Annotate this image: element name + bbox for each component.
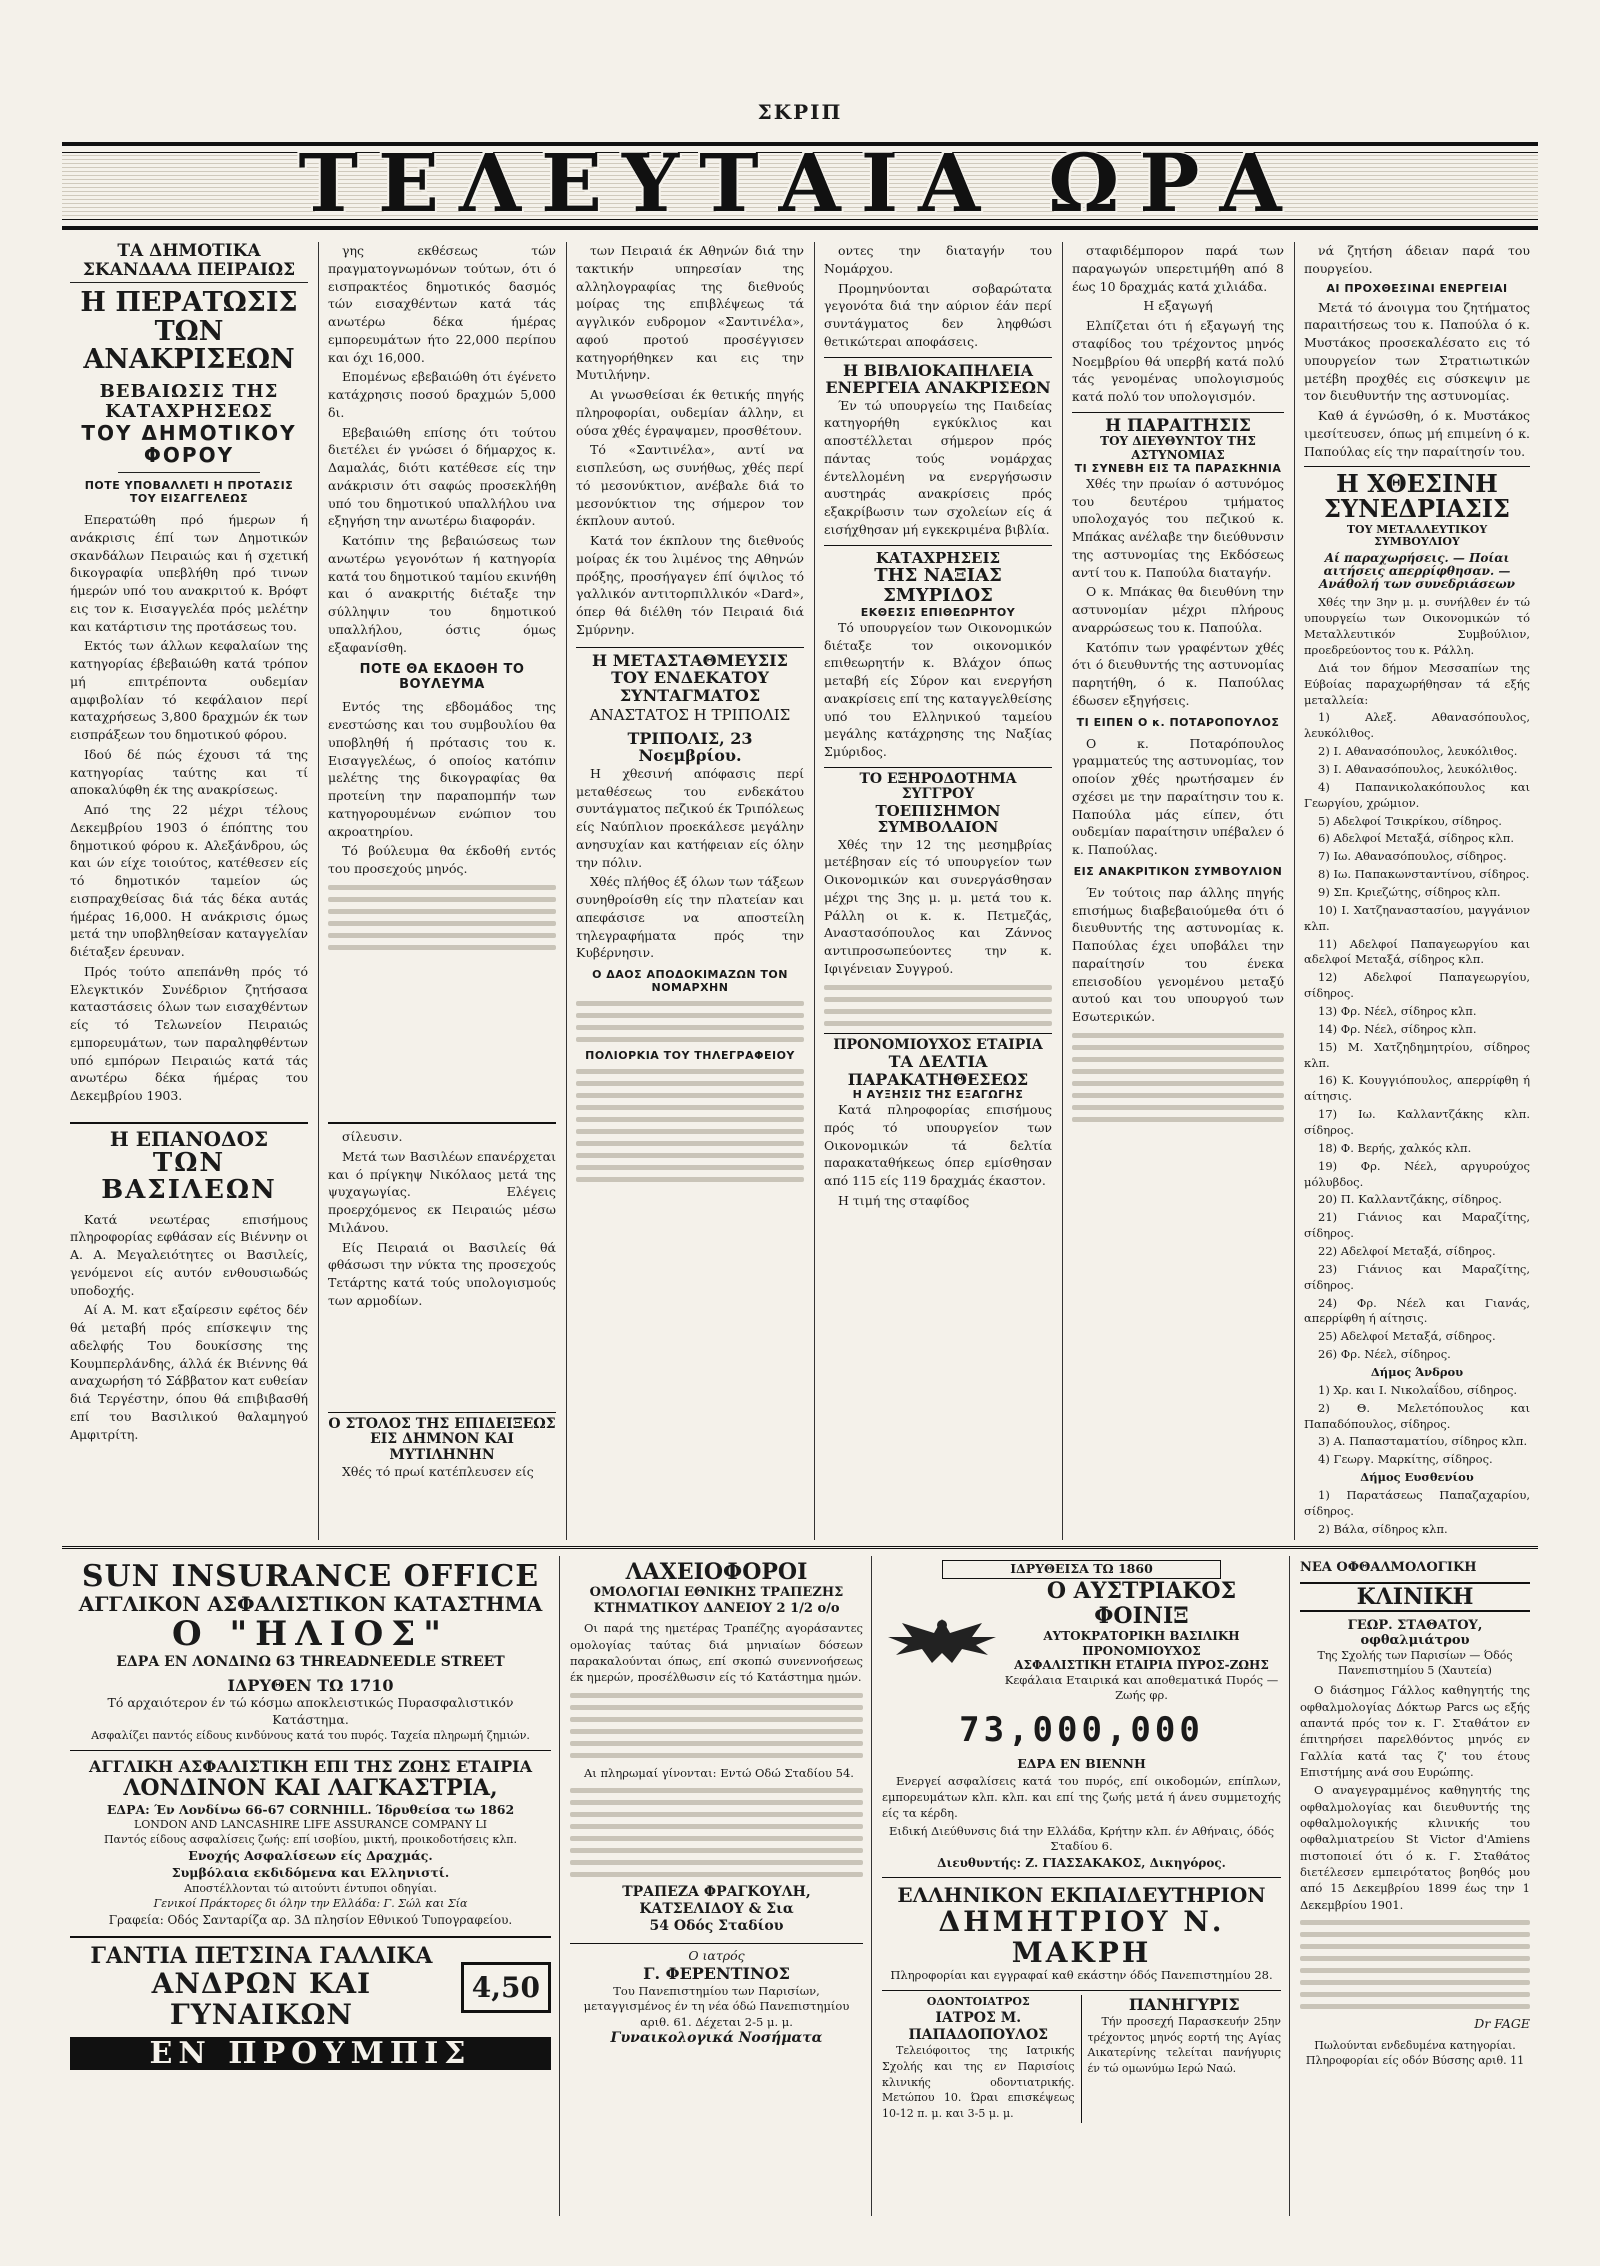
ad-austrian-phoenix bbox=[874, 1556, 1290, 2216]
column-1-headline: Η ΠΕΡΑΤΩΣΙΣ ΤΩΝ ΑΝΑΚΡΙΣΕΩΝ bbox=[80, 287, 298, 376]
paragraph: Έν τούτοις παρ άλλης πηγής επισήμως διαβεβαιούμεθα ότι ό διευθυντής της αστυνομίας κ. Παπούλας έχει υποβάλει την παραίτησίν του ένεκα επεισοδίου γενομένου μεταξύ αυτού και του υπουργού των Εσωτερικών. bbox=[1072, 884, 1284, 1025]
paragraph: νά ζητήση άδειαν παρά του πουργείου. bbox=[1304, 243, 1530, 276]
column-6-body-2 bbox=[1304, 595, 1530, 1537]
paragraph: 2) Ι. Αθανασόπουλος, λευκόλιθος. bbox=[1318, 744, 1518, 759]
column-5 bbox=[1064, 242, 1292, 1540]
ad-doctor: ΓΕΩΡ. ΣΤΑΘΑΤΟΥ, οφθαλμιάτρου bbox=[1347, 1617, 1483, 1649]
paragraph: 5) Αδελφοί Τσικρίκου, σίδηρος. bbox=[1318, 813, 1502, 828]
ad-header bbox=[882, 1579, 1281, 1704]
column-1-body bbox=[70, 511, 308, 1105]
column-6 bbox=[1296, 242, 1538, 1540]
paragraph: Κατά πληροφορίας επισήμους πρός τό υπουργείον των Οικονομικών τά δελτία παρακαταθήκεως όπερ εμίσθησαν από 115 είς 119 δραχμάς έκαστον. bbox=[824, 1102, 1052, 1189]
section-headline: Η ΕΠΑΝΟΔΟΣ bbox=[109, 1127, 269, 1151]
section-body bbox=[70, 1211, 308, 1444]
paragraph: Καθ ά έγνώσθη, ό κ. Μυστάκος ιμεσίτευσεν, όπως μή επιμείνη ό κ. Παπούλας είς την παραίτησίν του. bbox=[1304, 408, 1530, 459]
paragraph: των Πειραιά έκ Αθηνών διά την τακτικήν υπηρεσίαν της αλληλογραφίας της διεθνούς μοίρας της επιβλέψεως τά αγγλικόν ευδρομον «Σαντινέλα», αφού προτού προσέγγισεν κατηγορήθηκεν και εις την Μυτιλήνην. bbox=[576, 243, 804, 383]
paragraph: Είς Πειραιά οι Βασιλείς θά φθάσωσι την νύκτα της προσεχούς Τετάρτης κατά τούς υπολογισμούς των αρμοδίων. bbox=[328, 1239, 556, 1308]
ad-line: Ενοχής Ασφαλίσεων είς Δραχμάς. bbox=[188, 1848, 433, 1864]
ad-title: ΚΛΙΝΙΚΗ bbox=[1300, 1582, 1530, 1612]
paragraph: 19) Φρ. Νέελ, αργυρούχος μόλυβδος. bbox=[1304, 1158, 1530, 1189]
text-filler bbox=[1072, 1033, 1284, 1122]
ads-separator bbox=[62, 1546, 1538, 1549]
ad-capital: 73,000,000 bbox=[959, 1709, 1204, 1750]
ad-bank-address: 54 Οδός Σταδίου bbox=[649, 1917, 784, 1934]
ad-line: Αποστέλλονται τώ αιτούντι έντυποι οδηγίαι. bbox=[184, 1881, 437, 1895]
paragraph: Ο κ. Μπάκας θα διευθύνη την αστυνομίαν μέχρι πλήρους αναρρώσεως του κ. Παπούλα. bbox=[1072, 584, 1284, 635]
paragraph: Επομένως εβεβαιώθη ότι έγένετο κατάχρησις ποσού δραχμών 5,000 δι. bbox=[328, 369, 556, 420]
paragraph: 23) Γιάνιος και Μαραζίτης, σίδηρος. bbox=[1304, 1261, 1530, 1292]
column-5-body-2 bbox=[1072, 735, 1284, 859]
paragraph: 2) Θ. Μελετόπουλος και Παπαδόπουλος, σίδηρος. bbox=[1304, 1400, 1530, 1431]
column-3-dateline: ΤΡΙΠΟΛΙΣ, 23 Νοεμβρίου. bbox=[627, 728, 753, 766]
column-6-body bbox=[1304, 242, 1530, 278]
ad-capital-label: Κεφάλαια Εταιρικά και αποθεματικά Πυρός — Ζωής φρ. bbox=[1004, 1672, 1279, 1703]
newspaper-name: ΣΚΡΙΠ bbox=[757, 100, 843, 124]
section-royal-return-cont bbox=[320, 1122, 564, 1312]
column-rule bbox=[1294, 242, 1295, 1540]
paragraph: Εντός της εβδομάδος της ενεστώσης και του συμβουλίου θα υποβληθή ή πρότασις του κ. Εισαγγελέως, ό οποίος κατόπιν μελέτης της δικογραφίας θα προτείνη την παραπομπήν των κατηγορουμένων ενώπιον του ακροατηρίου. bbox=[328, 699, 556, 839]
column-3-subhead-2: ΠΟΛΙΟΡΚΙΑ ΤΟΥ ΤΗΛΕΓΡΑΦΕΙΟΥ bbox=[585, 1049, 795, 1063]
paragraph: σταφιδέμπορον παρά των παραγωγών υπερετιμήθη από 8 έως 10 δραχμάς κατά χιλιάδα. bbox=[1072, 243, 1284, 294]
column-6-kicker-2: Αί παραχωρήσεις. — Ποίαι αιτήσεις απερρίφθησαν. — Ανάθολή των συνεδριάσεων bbox=[1319, 550, 1515, 592]
column-4-deck-2: ΤΗΣ ΝΑΞΙΑΣ ΣΜΥΡΙΔΟΣ bbox=[874, 565, 1002, 606]
column-3-body bbox=[576, 242, 804, 639]
paragraph: Χθές τό πρωί κατέπλευσεν είς bbox=[342, 1464, 534, 1480]
ad-lottery-bonds bbox=[562, 1556, 872, 2216]
paragraph: Κατόπιν των γραφέντων χθές ότι ό διευθυντής της αστυνομίας παρητήθη, ό κ. Παπούλας έδωσεν εξηγήσεις. bbox=[1072, 639, 1284, 708]
ad-subtitle: ΑΓΓΛΙΚΟΝ ΑΣΦΑΛΙΣΤΙΚΟΝ ΚΑΤΑΣΤΗΜΑ bbox=[78, 1592, 543, 1616]
ad-title: ΛΑΧΕΙΟΦΟΡΟΙ bbox=[625, 1559, 808, 1585]
ad-school-line: Πληροφορίαι και εγγραφαί καθ εκάστην όδός Πανεπιστημίου 28. bbox=[890, 1968, 1273, 1983]
column-3-headline: Η ΜΕΤΑΣΤΑΘΜΕΥΣΙΣ ΤΟΥ ΕΝΔΕΚΑΤΟΥ ΣΥΝΤΑΓΜΑΤΟΣ bbox=[592, 650, 788, 705]
ad-company-seat: ΕΔΡΑ: Έν Λονδίνω 66-67 CORNHILL. Ίδρυθείσα τω 1862 bbox=[106, 1801, 515, 1817]
paragraph: 9) Σπ. Κριεζώτης, σίδηρος κλπ. bbox=[1318, 884, 1501, 899]
paragraph: Κατά τον έκπλουν της διεθνούς μοίρας έκ του λιμένος της Αθηνών πρόξης, προσήγαγεν έπί όψιλος τό γαλλικόν αντιτορπιλλικόν «Dard», όπερ θά διέλθη τόν Πειραιά διά Σμύρνην. bbox=[576, 533, 804, 637]
paragraph: 3) Α. Παπασταματίου, σίδηρος κλπ. bbox=[1318, 1434, 1528, 1449]
paragraph: 1) Χρ. και Ι. Νικολαΐδου, σίδηρος. bbox=[1318, 1382, 1518, 1397]
section-deck: ΤΩΝ ΒΑΣΙΛΕΩΝ bbox=[101, 1148, 277, 1206]
text-filler bbox=[576, 1001, 804, 1042]
text-filler bbox=[824, 985, 1052, 1026]
column-4 bbox=[816, 242, 1060, 1540]
paragraph: 16) Κ. Κουγγιόπουλος, απερρίφθη ή αίτησις. bbox=[1304, 1073, 1530, 1104]
ad-representation: Ειδική Διεύθυνσις διά την Ελλάδα, Κρήτην κλπ. έν Αθήναις, όδός Σταδίου 6. bbox=[888, 1823, 1275, 1854]
paragraph: Από της 22 μέχρι τέλους Δεκεμβρίου 1903 ό έπόπτης του δημοτικού φόρου κ. Αλεξάνδρου, ώς και ών είχε τοιούτος, κατέθεσεν είς τό δημοτικόν ταμείον ώς εισπραχθείσας διά τάς δέκα αυτάς ήμέρας 16,000. Η ανάκρισις όμως μετά την υποβληθείσαν καταγγελίαν διέταξεν έρευναν. bbox=[70, 802, 308, 959]
paragraph: Μετά των Βασιλέων επανέρχεται και ό πρίγκηψ Νικόλαος μετά της ψυχαγωγίας. Ελέγεις προερχόμενος εκ Πειραιώς μέσω Μιλάνου. bbox=[328, 1148, 556, 1235]
paragraph: 3) Ι. Αθανασόπουλος, λευκόλιθος. bbox=[1318, 761, 1518, 776]
paragraph: Ο κ. Ποταρόπουλος γραμματεύς της αστυνομίας, τον οποίον χθές ηρωτήσαμεν έν σχέσει με την παραίτησιν του κ. Παπούλα μάς είπεν, ότι ουδεμίαν παραίτησιν υπέβαλεν ό κ. Παπούλας. bbox=[1072, 735, 1284, 858]
paragraph: οντες την διαταγήν του Νομάρχου. bbox=[824, 243, 1052, 276]
column-5-subhead-2: ΕΙΣ ΑΝΑΚΡΙΤΙΚΟΝ ΣΥΜΒΟΥΛΙΟΝ bbox=[1073, 864, 1283, 878]
paragraph: Δήμος Ευσθενίου bbox=[1360, 1470, 1474, 1485]
paragraph: Πρός τούτο απεπάνθη πρός τό Ελεγκτικόν Συνέδριον ζητήσασα καταστάσεις όλων των εισαχθέντων είς τό Τελωνείον Πειραιώς εμπορευμάτων, των παραληφθέντων υπό εμπόρων Πειραιώς κατά τάς ανωτέρω δέκα ήμέρας του Δεκεμβρίου 1903. bbox=[70, 963, 308, 1103]
ad-line: Ασφαλίζει παντός είδους κινδύνους κατά του πυρός. Ταχεία πληρωμή ζημιών. bbox=[91, 1729, 530, 1743]
column-3 bbox=[568, 242, 812, 1540]
column-1-deck: ΒΕΒΑΙΩΣΙΣ ΤΗΣ ΚΑΤΑΧΡΗΣΕΩΣ bbox=[99, 381, 279, 423]
paragraph: 6) Αδελφοί Μεταξά, σίδηρος κλπ. bbox=[1318, 831, 1514, 846]
ad-gloves bbox=[70, 1944, 551, 2031]
phoenix-emblem-icon bbox=[882, 1611, 1002, 1671]
column-5-subhead: ΤΙ ΕΙΠΕΝ Ο κ. ΠΟΤΑΡΟΠΟΥΛΟΣ bbox=[1076, 715, 1280, 729]
column-6-deck-2: ΤΟΥ ΜΕΤΑΛΛΕΥΤΙΚΟΥ ΣΥΜΒΟΥΛΙΟΥ bbox=[1346, 522, 1488, 548]
column-2-subhead: ΠΟΤΕ ΘΑ ΕΚΔΟΘΗ ΤΟ ΒΟΥΛΕΥΜΑ bbox=[359, 662, 525, 693]
advertisements bbox=[62, 1556, 1538, 2216]
ad-company: ΑΓΓΛΙΚΗ ΑΣΦΑΛΙΣΤΙΚΗ ΕΠΙ ΤΗΣ ΖΩΗΣ ΕΤΑΙΡΙΑ bbox=[88, 1757, 532, 1777]
ad-footer: Πωλούνται ενδεδυμένα κατηγορίαι. Πληροφορίαι είς οδόν Βύσσης αριθ. 11 bbox=[1305, 2038, 1525, 2067]
column-rule bbox=[1062, 242, 1063, 1540]
column-5-body-3 bbox=[1072, 884, 1284, 1026]
paragraph: Χθές την πρωίαν ό αστυνόμος του δευτέρου τμήματος υπολοχαγός του πεζικού κ. Μπάκας ανέλαβε την διεύθυνσιν της αστυνομίας της Εκδόσεως αντί του κ. Παπούλα διαταγήν. bbox=[1072, 475, 1284, 580]
ad-line: Τό αρχαιότερον έν τώ κόσμω αποκλειστικώς Πυρασφαλιστικόν Κατάστημα. bbox=[107, 1695, 514, 1728]
paragraph: σίλευσιν. bbox=[342, 1129, 403, 1144]
column-4-deck-3: ΤΟΕΠΙΣΗΜΟΝ ΣΥΜΒΟΛΑΙΟΝ bbox=[875, 801, 1001, 837]
ad-store: ΕΝ ΠΡΟΥΜΠΙΣ bbox=[70, 2037, 551, 2070]
paragraph: 12) Αδελφοί Παπαγεωργίου, σίδηρος. bbox=[1304, 970, 1530, 1001]
column-2-body bbox=[328, 242, 556, 656]
column-4-deck-4: ΤΑ ΔΕΛΤΙΑ ΠΑΡΑΚΑΤΗΘΕΣΕΩΣ bbox=[847, 1051, 1029, 1089]
column-4-body-1 bbox=[824, 397, 1052, 539]
ad-line: Παντός είδους ασφαλίσεις ζωής: επί ισοβίου, μικτή, προικοδοτήσεις κλπ. bbox=[103, 1833, 518, 1847]
paragraph: 15) Μ. Χατζηδημητρίου, σίδηρος κλπ. bbox=[1304, 1039, 1530, 1070]
text-filler bbox=[328, 885, 556, 950]
column-4-kicker-4: Η ΑΥΞΗΣΙΣ ΤΗΣ ΕΞΑΓΩΓΗΣ bbox=[852, 1088, 1024, 1102]
section-banner bbox=[62, 136, 1538, 230]
column-rule bbox=[566, 242, 567, 1540]
ad-pre: ΝΕΑ ΟΦΘΑΛΜΟΛΟΓΙΚΗ bbox=[1300, 1560, 1477, 1575]
column-4-deck-1: ΕΝΕΡΓΕΙΑ ΑΝΑΚΡΙΣΕΩΝ bbox=[825, 378, 1051, 398]
divider bbox=[118, 472, 261, 473]
column-3-subhead: Ο ΔΑΟΣ ΑΠΟΔΟΚΙΜΑΖΩΝ ΤΟΝ ΝΟΜΑΡΧΗΝ bbox=[592, 968, 788, 995]
paragraph: Τό βούλευμα θα έκδοθή εντός του προσεχούς μηνός. bbox=[328, 843, 556, 876]
paragraph: 4) Γεωργ. Μαρκίτης, σίδηρος. bbox=[1318, 1452, 1493, 1467]
paragraph: 1) Αλεξ. Αθανασόπουλος, λευκόλιθος. bbox=[1304, 710, 1530, 741]
paragraph: 14) Φρ. Νέελ, σίδηρος κλπ. bbox=[1318, 1021, 1477, 1036]
paragraph: Ο διάσημος Γάλλος καθηγητής της οφθαλμολογίας Δόκτωρ Parcs ως εξής απαντά πρός τον κ. Γ. Σταθάτον εν έπιτηρήσει παρελθόντος μηνός εν Γαλλία κατά τας ζ' του έτους Επιστήμης ανά σου Ευρώπης. bbox=[1300, 1683, 1530, 1780]
text-filler bbox=[1300, 1920, 1530, 2009]
ad-eye-clinic bbox=[1292, 1556, 1538, 2216]
column-rule bbox=[814, 242, 815, 1540]
paragraph: 13) Φρ. Νέελ, σίδηρος κλπ. bbox=[1318, 1004, 1477, 1018]
column-4-body-3 bbox=[824, 836, 1052, 978]
ad-dentist-body bbox=[882, 2043, 1075, 2121]
paragraph: Εκτός των άλλων κεφαλαίων της κατηγορίας έβεβαιώθη κατά τρόπον μή επιτρέποντα ουδεμίαν αμφιβολίαν τό κεφάλαιον περί καταχρήσεως 3,800 δραχμών έκ των εισπράξεων του δημοτικού φόρου. bbox=[70, 638, 308, 742]
paragraph: 25) Αδελφοί Μεταξά, σίδηρος. bbox=[1318, 1329, 1496, 1344]
column-1-kicker: ΠΟΤΕ ΥΠΟΒΑΛΛΕΤΙ Η ΠΡΟΤΑΣΙΣ ΤΟΥ ΕΙΣΑΓΓΕΛΕΩΣ bbox=[84, 479, 294, 505]
paragraph: Η εξαγωγή bbox=[1143, 298, 1213, 314]
column-4-kicker-2: ΕΚΘΕΣΙΣ ΕΠΙΘΕΩΡΗΤΟΥ bbox=[860, 605, 1016, 619]
ad-dentist-name: ΙΑΤΡΟΣ Μ. ΠΑΠΑΔΟΠΟΥΛΟΣ bbox=[908, 2009, 1049, 2043]
paragraph: Χθές πλήθος έξ όλων των τάξεων συνηθροίσθη είς την πλατείαν και απεφάσισε να αποστείλη τηλεγραφήματα πρός την Κυβέρνησιν. bbox=[576, 874, 804, 961]
column-1-deck-2: ΤΟΥ ΔΗΜΟΤΙΚΟΥ ΦΟΡΟΥ bbox=[81, 421, 297, 467]
ad-dentist-pre: ΟΔΟΝΤΟΙΑΤΡΟΣ bbox=[926, 1994, 1030, 2008]
column-2 bbox=[320, 242, 564, 1540]
paragraph: 21) Γιάνιος και Μαραζίτης, σίδηρος. bbox=[1304, 1210, 1530, 1241]
ad-line: Συμβόλαια εκδιδόμενα και Ελληνιστί. bbox=[171, 1864, 450, 1880]
paragraph: 22) Αδελφοί Μεταξά, σίδηρος. bbox=[1318, 1244, 1496, 1259]
paragraph: Ο αναγεγραμμένος καθηγητής της οφθαλμολογίας και διευθυντής της οφθαλμολογικής κλινικής του οφθαλμιατρείου St Victor d'Amiens πιστοποιεί ότι ό κ. Γ. Σταθάτος διετέλεσεν εμπειρότατος βοηθός μου από 15 Δεκεμβρίου 1899 έως την 1 Δεκεμβρίου 1901. bbox=[1300, 1783, 1530, 1912]
column-4-headline-2: ΚΑΤΑΧΡΗΣΕΙΣ bbox=[875, 548, 1001, 567]
ad-director: Διευθυντής: Ζ. ΓΙΑΣΣΑΚΑΚΟΣ, Δικηγόρος. bbox=[937, 1855, 1226, 1870]
column-1 bbox=[62, 242, 316, 1540]
column-4-headline-3: ΤΟ ΕΞΗΡΟΔΟΤΗΜΑ ΣΥΓΓΡΟΥ bbox=[859, 770, 1017, 803]
ad-subtitle: ΑΥΤΟΚΡΑΤΟΡΙΚΗ ΒΑΣΙΛΙΚΗ ΠΡΟΝΟΜΙΟΥΧΟΣ bbox=[1043, 1629, 1240, 1658]
banner-title: ΤΕΛΕΥΤΑΙΑ ΩΡΑ bbox=[298, 136, 1302, 230]
column-5-kicker-1: ΤΙ ΣΥΝΕΒΗ ΕΙΣ ΤΑ ΠΑΡΑΣΚΗΝΙΑ bbox=[1074, 461, 1282, 475]
paragraph: Δήμος Άνδρου bbox=[1370, 1365, 1464, 1380]
paragraph: Ελπίζεται ότι ή εξαγωγή της σταφίδος του τρέχοντος μηνός Νοεμβρίου θά υπερβή κατά πολύ τάς γενομένας υπολογισμούς κατά πολύ τον υπολογισμόν. bbox=[1072, 318, 1284, 404]
ad-body bbox=[1300, 1682, 1530, 1913]
paragraph: Ιδού δέ πώς έχουσι τά της κατηγορίας ταύτης και τί αποκαλύφθη έκ της ανακρίσεως. bbox=[70, 746, 308, 798]
paragraph: 2) Βάλα, σίδηρος κλπ. bbox=[1318, 1521, 1448, 1536]
ad-body-2 bbox=[570, 1765, 863, 1781]
paragraph: 7) Ιω. Αθανασόπουλος, σίδηρος. bbox=[1318, 849, 1507, 864]
paragraph: Τήν προσεχή Παρασκευήν 25ην τρέχοντος μηνός εορτή της Αγίας Αικατερίνης τελείται πανήγυρις έν τώ ομωνύμω Ιερώ Ναώ. bbox=[1087, 2015, 1281, 2075]
section-body bbox=[328, 1128, 556, 1310]
column-4-body-2 bbox=[824, 619, 1052, 761]
ad-seat: ΕΔΡΑ ΕΝ ΒΙΕΝΝΗ bbox=[1017, 1755, 1146, 1771]
ad-school: ΕΛΛΗΝΙΚΟΝ ΕΚΠΑΙΔΕΥΤΗΡΙΟΝ bbox=[897, 1882, 1266, 1907]
paragraph: Διά τον δήμον Μεσσαπίων της Εύβοίας παραχωρήθησαν τά εξής μεταλλεία: bbox=[1304, 660, 1530, 707]
column-6-body-1 bbox=[1304, 299, 1530, 461]
text-filler bbox=[570, 1693, 863, 1758]
ad-fair bbox=[1082, 1995, 1282, 2123]
column-5-body-1 bbox=[1072, 475, 1284, 710]
column-1-pre-headline: ΤΑ ΔΗΜΟΤΙΚΑ ΣΚΑΝΔΑΛΑ ΠΕΙΡΑΙΩΣ bbox=[70, 242, 308, 283]
ad-dentist bbox=[882, 1995, 1082, 2123]
ad-fair-body bbox=[1088, 2014, 1282, 2076]
ad-subtitle-2: ΑΣΦΑΛΙΣΤΙΚΗ ΕΤΑΙΡΙΑ ΠΥΡΟΣ-ΖΩΗΣ bbox=[1014, 1658, 1269, 1673]
column-5-headline-1: Η ΠΑΡΑΙΤΗΣΙΣ bbox=[1105, 415, 1251, 436]
ad-founded: ΙΔΡΥΘΕΙΣΑ ΤΩ 1860 bbox=[942, 1560, 1221, 1579]
paragraph: Ενεργεί ασφαλίσεις κατά του πυρός, επί οικοδομών, επίπλων, εμπορευμάτων κλπ. κλπ. και επί της ζωής μετά ή άνευ συμμετοχής είς τα κέρδη. bbox=[882, 1773, 1281, 1821]
paragraph: Τό υπουργείον των Οικονομικών διέταξε τον οικονομικόν επιθεωρητήν κ. Βλάχον όπως μεταβή είς Σύρον και ενεργήση ανακρίσεις επί της καταγγελθείσης υπό του Ελληνικού ταμείου μεγάλης κατάχρησης της Ναξίας Σμύριδος. bbox=[824, 619, 1052, 760]
section-headline: Ο ΣΤΟΛΟΣ ΤΗΣ ΕΠΙΔΕΙΞΕΩΣ bbox=[328, 1416, 556, 1432]
ad-sun-insurance bbox=[62, 1556, 560, 2216]
paragraph: 18) Φ. Βερής, χαλκός κλπ. bbox=[1318, 1140, 1472, 1155]
paragraph: Αί Α. Μ. κατ εξαίρεσιν εφέτος δέν θά μεταβή πρός επίσκεψιν της αδελφής Του δουκίσσης της Κουμπερλάνδης, άλλά έκ Βιέννης θά αναχωρήση τό Σάββατον κατ ευθείαν διά Τεργέστην, όπου θά επιβιβασθή επί του Βασιλικού θαλαμηγού Αμφιτρίτη. bbox=[70, 1302, 308, 1442]
ad-address: ΕΔΡΑ ΕΝ ΛΟΝΔΙΝΩ 63 THREADNEEDLE STREET bbox=[116, 1654, 505, 1671]
paragraph: Οι παρά της ημετέρας Τραπέζης αγοράσαντες ομολογίας ταύτας διά μηνιαίων δόσεων παρακαλούνται όπως, επί σκοπώ συνεννοήσεως έκ ημερών, προσέλθωσιν είς τό Κατάστημα ημών. bbox=[570, 1621, 863, 1685]
paragraph: 20) Π. Καλλαντζάκης, σίδηρος. bbox=[1318, 1192, 1502, 1207]
ad-agent: Γενικοί Πράκτορες δι όλην την Ελλάδα: Γ. Σώλ και Σία bbox=[153, 1896, 468, 1910]
paragraph: Η χθεσινή απόφασις περί μεταθέσεως του ενδεκάτου συντάγματος πεζικού έκ Τριπόλεως είς Ναύπλιον προεκάλεσε μεγάλην ανησυχίαν και κατήφειαν είς όλην την πόλιν. bbox=[576, 765, 804, 870]
column-4-body bbox=[824, 242, 1052, 351]
column-2-body-2 bbox=[328, 698, 556, 878]
column-rule bbox=[318, 242, 319, 1540]
column-3-body-2 bbox=[576, 765, 804, 962]
ad-doctor-line: Του Πανεπιστημίου των Παρισίων, μεταγγισμένος έν τη νέα όδώ Πανεπιστημίου αριθ. 61. Δέχεται 2-5 μ. μ. bbox=[583, 1983, 850, 2029]
section-fleet bbox=[320, 1412, 564, 1483]
ad-company-name: ΛΟΝΔΙΝΟΝ ΚΑΙ ΛΑΓΚΑΣΤΡΙΑ, bbox=[123, 1775, 498, 1802]
text-filler bbox=[570, 1788, 863, 1877]
paragraph: 24) Φρ. Νέελ και Γιανάς, απερρίφθη ή αίτησις. bbox=[1304, 1295, 1530, 1326]
news-columns bbox=[62, 242, 1538, 1540]
paragraph: Χθές την 3ην μ. μ. συνήλθεν έν τώ υπουργείω των Οικονομικών τό Μεταλλευτικόν Συμβούλιον, προεδρεύοντος του κ. Ράλλη. bbox=[1304, 595, 1530, 657]
ad-office: Γραφεία: Οδός Σανταρίζα αρ. 3Δ πλησίον Εθνικού Τυπογραφείου. bbox=[108, 1912, 513, 1927]
ad-gloves-subtitle: ΑΝΔΡΩΝ ΚΑΙ ΓΥΝΑΙΚΩΝ bbox=[151, 1967, 372, 2031]
ad-founded: ΙΔΡΥΘΕΝ ΤΩ 1710 bbox=[227, 1676, 394, 1696]
paragraph: 11) Αδελφοί Παπαγεωργίου και αδελφοί Μεταξά, σίδηρος κλπ. bbox=[1304, 936, 1530, 967]
paragraph: 10) Ι. Χατζηαναστασίου, μαγγάνιον κλπ. bbox=[1304, 902, 1530, 933]
column-6-subhead: ΑΙ ΠΡΟΧΘΕΣΙΝΑΙ ΕΝΕΡΓΕΙΑΙ bbox=[1326, 281, 1508, 295]
ad-bottom-row bbox=[882, 1990, 1281, 2123]
ad-company-english: LONDON AND LANCASHIRE LIFE ASSURANCE COMPANY LI bbox=[133, 1818, 488, 1832]
column-4-headline-4: ΠΡΟΝΟΜΙΟΥΧΟΣ ΕΤΑΙΡΙΑ bbox=[833, 1036, 1043, 1053]
column-5-body bbox=[1072, 242, 1284, 406]
paragraph: Η τιμή της σταφίδος bbox=[838, 1192, 970, 1208]
column-4-headline-1: Η ΒΙΒΛΙΟΚΑΠΗΛΕΙΑ bbox=[842, 360, 1034, 380]
ad-gloves-title: ΓΑΝΤΙΑ ΠΕΤΣΙΝΑ ΓΑΛΛΙΚΑ bbox=[90, 1942, 433, 1969]
ad-title: Ο ΑΥΣΤΡΙΑΚΟΣ ΦΟΙΝΙΞ bbox=[1046, 1577, 1237, 1630]
paragraph: Αι πληρωμαί γίνονται: Εντώ Οδώ Σταδίου 54. bbox=[584, 1765, 854, 1780]
paragraph: γης εκθέσεως τών πραγματογνωμόνων τούτων, ότι ό εισπρακτέος δημοτικός δασμός τών εισαχθέντων κατά τάς ανωτέρω δέκα ήμέρας εμπορευμάτων ήτο 22,000 περίπου και όχι 16,000. bbox=[328, 243, 556, 365]
section-body bbox=[328, 1463, 556, 1481]
ad-doctor-pre: Ο ιατρός bbox=[688, 1947, 745, 1963]
paragraph: 8) Ιω. Παπακωνσταντίνου, σίδηρος. bbox=[1318, 867, 1530, 882]
ad-subtitle-2: ΚΤΗΜΑΤΙΚΟΥ ΔΑΝΕΙΟΥ 2 1/2 ο/ο bbox=[593, 1600, 840, 1616]
ad-body bbox=[570, 1620, 863, 1685]
paragraph: 4) Παπανικολακόπουλος και Γεωργίου, χρώμιον. bbox=[1304, 779, 1530, 810]
paragraph: 17) Ιω. Καλλαντζάκης κλπ. σίδηρος. bbox=[1304, 1107, 1530, 1138]
ad-doctor-line: Της Σχολής των Παρισίων — Όδός Πανεπιστημίου 5 (Χαυτεία) bbox=[1317, 1648, 1513, 1677]
paragraph: Χθές την 12 της μεσημβρίας μετέβησαν είς τό υπουργείον των Οικονομικών και συνεργάσθησαν μέχρι της 3ης μ. μ. μετά του κ. Ράλλη οι κ. κ. Πετμεζάς, Αναστασόπουλος και Ζάννος αντιπροσωπεύοντες την κ. Ιφιγένειαν Συγγρού. bbox=[824, 836, 1052, 976]
column-4-body-4 bbox=[824, 1101, 1052, 1210]
column-6-headline-2: Η ΧΘΕΣΙΝΗ ΣΥΝΕΔΡΙΑΣΙΣ bbox=[1323, 469, 1510, 524]
paragraph: Προμηνύονται σοβαρώτατα γεγονότα διά την αύριον έάν περί συντάγματος δεν ληφθώσι θετικώτεραι αποφάσεις. bbox=[824, 280, 1052, 349]
paragraph: Έν τώ υπουργείω της Παιδείας κατηγορήθη εγκύκλιος και αποστέλλεται σήμερον πρός πάντας τούς νομάρχας έντελλομένη να ενεργήσωσιν αυστηράς ανακρίσεις πρός εξακρίβωσιν των σχολείων είς ά εισήχθησαν μή εγκεκριμένα βιβλία. bbox=[824, 397, 1052, 537]
ad-fair-title: ΠΑΝΗΓΥΡΙΣ bbox=[1128, 1994, 1240, 2014]
text-filler bbox=[576, 1069, 804, 1182]
paragraph: Επερατώθη πρό ήμερων ή ανάκρισις έπί των Δημοτικών σκανδάλων Πειραιώς και ή σχετική δικογραφία υπεβλήθη πρό τινων ήμερών υπό του ανακριτού κ. Βρόφτ εις τον κ. Εισαγγελέα πρός μελέτην και κατάρτισιν της προτάσεως του. bbox=[70, 512, 308, 634]
paragraph: Κατόπιν της βεβαιώσεως των ανωτέρω γεγονότων ή κατηγορία κατά του δημοτικού ταμίου εκινήθη και ό ανακριτής διέταξε την σύλληψιν του δημοτικού υπαλλήλου, όστις όμως εξαφανίσθη. bbox=[328, 533, 556, 655]
section-royal-return bbox=[62, 1122, 316, 1445]
column-3-deck: ΑΝΑΣΤΑΤΟΣ Η ΤΡΙΠΟΛΙΣ bbox=[589, 706, 791, 725]
ad-school-name: ΔΗΜΗΤΡΙΟΥ Ν. ΜΑΚΡΗ bbox=[938, 1904, 1225, 1969]
column-5-deck-1: ΤΟΥ ΔΙΕΥΘΥΝΤΟΥ ΤΗΣ ΑΣΤΥΝΟΜΙΑΣ bbox=[1100, 434, 1256, 462]
paragraph: Εβεβαιώθη επίσης ότι τούτου διετέλει έν γνώσει ό δήμαρχος κ. Δαμαλάς, διότι κατέθεσε είς την ανάκρισιν ότι σαφώς προσεκλήθη υπό του δημοτικού υπαλλήλου ινα εξηγήση την ανωτέρω διαφοράν. bbox=[328, 424, 556, 529]
paragraph: 26) Φρ. Νέελ, σίδηρος. bbox=[1318, 1347, 1451, 1362]
ad-title: SUN INSURANCE OFFICE bbox=[81, 1559, 540, 1594]
paragraph: 1) Παρατάσεως Παπαζαχαρίου, σίδηρος. bbox=[1304, 1488, 1530, 1518]
ad-price: 4,50 bbox=[461, 1962, 551, 2013]
ad-doctor: Γ. ΦΕΡΕΝΤΙΝΟΣ bbox=[643, 1964, 790, 1984]
paragraph: Τό «Σαντινέλα», αντί να εισπλεύση, ως συνήθως, χθές περί τό μεσονύκτιον, ανέβαλε διά το μεσονύκτιον της σήμερον τον έκπλουν αυτού. bbox=[576, 442, 804, 529]
ad-doctor-spec: Γυναικολογικά Νοσήματα bbox=[610, 2030, 823, 2047]
section-deck: ΕΙΣ ΔΗΜΝΟΝ ΚΑΙ ΜΥΤΙΛΗΝΗΝ bbox=[370, 1431, 514, 1463]
paragraph: Κατά νεωτέρας επισήμους πληροφορίας εφθάσαν είς Βιέννην οι Α. Α. Μεγαλειότητες οι Βασιλείς, γενόμενοι είς αυτόν ενθουσιωδώς υποδοχής. bbox=[70, 1211, 308, 1298]
ad-bank: ΤΡΑΠΕΖΑ ΦΡΑΓΚΟΥΛΗ, ΚΑΤΣΕΛΙΔΟΥ & Σια bbox=[622, 1884, 811, 1917]
paragraph: Τελειόφοιτος της Ιατρικής Σχολής και της εν Παρισίοις κλινικής οδοντιατρικής. Μετώπου 10. Ώραι επισκέψεως 10-12 π. μ. και 3-5 μ. μ. bbox=[882, 2044, 1075, 2120]
ad-name: Ο "ΗΛΙΟΣ" bbox=[172, 1614, 449, 1654]
ad-subtitle: ΟΜΟΛΟΓΙΑΙ ΕΘΝΙΚΗΣ ΤΡΑΠΕΖΗΣ bbox=[589, 1585, 844, 1601]
ad-body bbox=[882, 1773, 1281, 1822]
paragraph: Αι γνωσθείσαι έκ θετικής πηγής πληροφορίαι, ουδεμίαν άλλην, ει ούσα χθές έγραψαμεν, προσθέτουν. bbox=[576, 387, 804, 438]
ad-signature: Dr FAGE bbox=[1474, 2016, 1530, 2032]
paragraph: Μετά τό άνοιγμα του ζητήματος παραιτήσεως του κ. Παπούλα ό κ. Μυστάκος προσεκαλέσατο εις τό υπουργείον των Στρατιωτικών μετέβη προχθές εις σύσκεψιν με τον διευθυντήν της αστυνομίας. bbox=[1304, 299, 1530, 404]
